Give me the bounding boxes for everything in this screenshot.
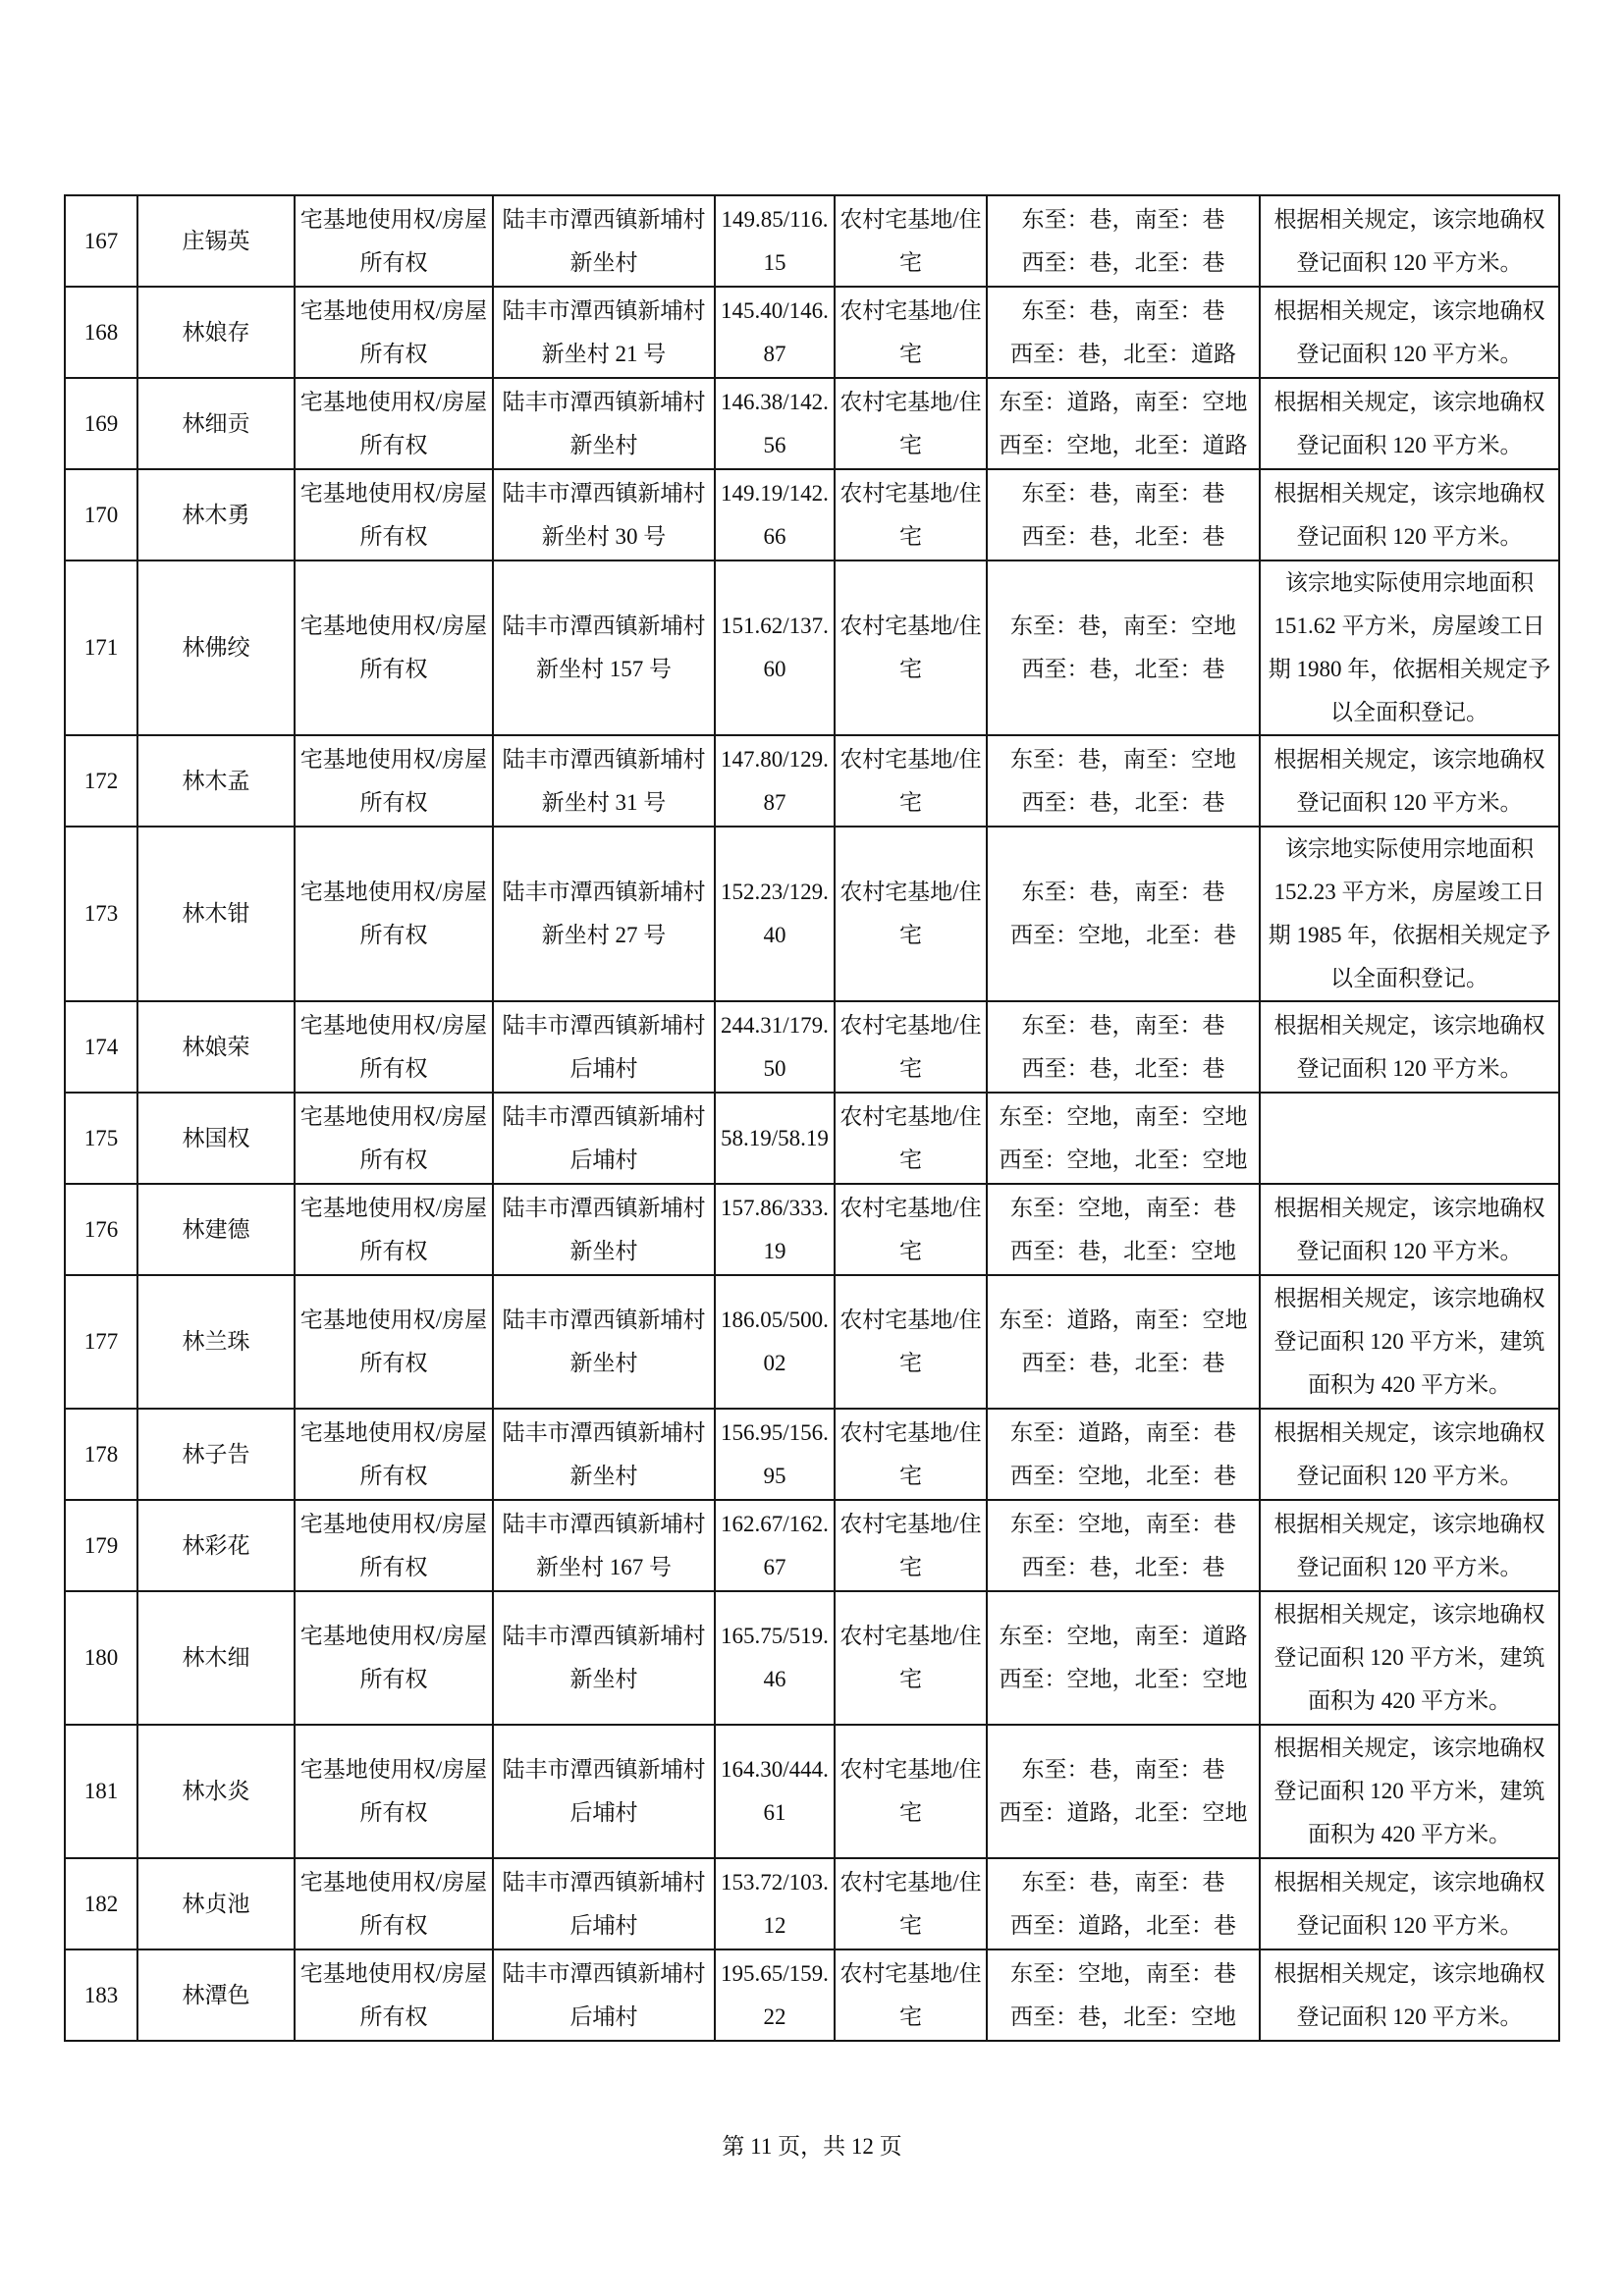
cell-location: 陆丰市潭西镇新埔村新坐村 21 号 <box>493 287 715 378</box>
cell-no: 179 <box>65 1500 137 1591</box>
cell-bounds <box>987 469 1260 561</box>
boundary-line: 西至：巷，北至：巷 <box>1021 1351 1225 1375</box>
boundary-line: 东至：巷，南至：空地 <box>1010 746 1236 772</box>
boundary-line: 西至：空地，北至：道路 <box>999 432 1248 457</box>
cell-location: 陆丰市潭西镇新埔村后埔村 <box>493 1093 715 1184</box>
cell-bounds <box>987 195 1260 287</box>
cell-location: 陆丰市潭西镇新埔村后埔村 <box>493 1858 715 1949</box>
cell-area: 149.85/116.15 <box>715 195 835 287</box>
boundary-line: 东至：巷，南至：巷 <box>1021 880 1225 904</box>
cell-right: 宅基地使用权/房屋所有权 <box>295 195 493 287</box>
cell-location: 陆丰市潭西镇新埔村新坐村 <box>493 195 715 287</box>
page-number: 第 11 页，共 12 页 <box>722 2134 902 2159</box>
table-row <box>65 469 1559 561</box>
boundary-line: 西至：空地，北至：巷 <box>1010 1463 1236 1488</box>
cell-remark: 根据相关规定，该宗地确权登记面积 120 平方米，建筑面积为 420 平方米。 <box>1260 1725 1559 1858</box>
cell-right: 宅基地使用权/房屋所有权 <box>295 378 493 469</box>
cell-right: 宅基地使用权/房屋所有权 <box>295 1184 493 1275</box>
table-row <box>65 1409 1559 1500</box>
table-row <box>65 561 1559 735</box>
cell-area: 165.75/519.46 <box>715 1591 835 1725</box>
boundary-line: 西至：空地，北至：空地 <box>999 1147 1248 1172</box>
boundary-line: 西至：空地，北至：巷 <box>1010 923 1236 947</box>
cell-area: 151.62/137.60 <box>715 561 835 735</box>
cell-location: 陆丰市潭西镇新埔村新坐村 <box>493 1591 715 1725</box>
table-row <box>65 1275 1559 1409</box>
boundary-line: 东至：空地，南至：道路 <box>999 1624 1248 1648</box>
table-row <box>65 1184 1559 1275</box>
boundary-line: 东至：巷，南至：空地 <box>1010 614 1236 638</box>
table-row <box>65 378 1559 469</box>
boundary-line: 西至：空地，北至：空地 <box>999 1667 1248 1691</box>
cell-area: 152.23/129.40 <box>715 827 835 1001</box>
cell-right: 宅基地使用权/房屋所有权 <box>295 1949 493 2041</box>
boundary-line: 东至：巷，南至：巷 <box>1021 1757 1225 1782</box>
cell-bounds <box>987 1093 1260 1184</box>
cell-no: 176 <box>65 1184 137 1275</box>
cell-right: 宅基地使用权/房屋所有权 <box>295 469 493 561</box>
table-row <box>65 195 1559 287</box>
table-row <box>65 1858 1559 1949</box>
cell-name: 林彩花 <box>137 1500 295 1591</box>
table-row <box>65 735 1559 827</box>
cell-name: 林建德 <box>137 1184 295 1275</box>
cell-remark <box>1260 1093 1559 1184</box>
cell-area: 157.86/333.19 <box>715 1184 835 1275</box>
boundary-line: 东至：巷，南至：巷 <box>1021 480 1225 506</box>
boundary-line: 西至：巷，北至：巷 <box>1021 1554 1225 1579</box>
cell-location: 陆丰市潭西镇新埔村新坐村 27 号 <box>493 827 715 1001</box>
cell-name: 林兰珠 <box>137 1275 295 1409</box>
cell-remark: 该宗地实际使用宗地面积 152.23 平方米，房屋竣工日期 1985 年，依据相关规定予以全面积登记。 <box>1260 827 1559 1001</box>
cell-name: 林娘存 <box>137 287 295 378</box>
cell-remark: 根据相关规定，该宗地确权登记面积 120 平方米，建筑面积为 420 平方米。 <box>1260 1275 1559 1409</box>
cell-use: 农村宅基地/住宅 <box>835 469 987 561</box>
cell-name: 庄锡英 <box>137 195 295 287</box>
boundary-line: 东至：道路，南至：巷 <box>1010 1419 1236 1445</box>
boundary-line: 西至：巷，北至：巷 <box>1021 523 1225 549</box>
boundary-line: 东至：空地，南至：巷 <box>1010 1511 1236 1536</box>
cell-remark: 根据相关规定，该宗地确权登记面积 120 平方米。 <box>1260 1500 1559 1591</box>
boundary-line: 西至：巷，北至：巷 <box>1021 249 1225 275</box>
cell-right: 宅基地使用权/房屋所有权 <box>295 1275 493 1409</box>
cell-no: 169 <box>65 378 137 469</box>
boundary-line: 西至：巷，北至：空地 <box>1010 2003 1236 2029</box>
cell-name: 林木孟 <box>137 735 295 827</box>
cell-location: 陆丰市潭西镇新埔村后埔村 <box>493 1949 715 2041</box>
cell-area: 58.19/58.19 <box>715 1093 835 1184</box>
cell-remark: 根据相关规定，该宗地确权登记面积 120 平方米。 <box>1260 1409 1559 1500</box>
table-row <box>65 1949 1559 2041</box>
cell-no: 167 <box>65 195 137 287</box>
cell-area: 145.40/146.87 <box>715 287 835 378</box>
cell-right: 宅基地使用权/房屋所有权 <box>295 561 493 735</box>
cell-location: 陆丰市潭西镇新埔村后埔村 <box>493 1725 715 1858</box>
boundary-line: 西至：巷，北至：巷 <box>1021 657 1225 681</box>
cell-no: 182 <box>65 1858 137 1949</box>
cell-area: 146.38/142.56 <box>715 378 835 469</box>
cell-right: 宅基地使用权/房屋所有权 <box>295 827 493 1001</box>
cell-name: 林子告 <box>137 1409 295 1500</box>
boundary-line: 西至：道路，北至：巷 <box>1010 1912 1236 1938</box>
cell-no: 172 <box>65 735 137 827</box>
cell-use: 农村宅基地/住宅 <box>835 287 987 378</box>
boundary-line: 东至：道路，南至：空地 <box>999 1308 1248 1332</box>
cell-bounds <box>987 735 1260 827</box>
cell-location: 陆丰市潭西镇新埔村新坐村 157 号 <box>493 561 715 735</box>
cell-remark: 根据相关规定，该宗地确权登记面积 120 平方米。 <box>1260 378 1559 469</box>
cell-no: 175 <box>65 1093 137 1184</box>
boundary-line: 西至：巷，北至：巷 <box>1021 789 1225 815</box>
cell-bounds <box>987 827 1260 1001</box>
cell-location: 陆丰市潭西镇新埔村新坐村 <box>493 1275 715 1409</box>
table-row <box>65 827 1559 1001</box>
cell-use: 农村宅基地/住宅 <box>835 1184 987 1275</box>
cell-remark: 根据相关规定，该宗地确权登记面积 120 平方米。 <box>1260 469 1559 561</box>
cell-remark: 根据相关规定，该宗地确权登记面积 120 平方米。 <box>1260 1184 1559 1275</box>
cell-area: 244.31/179.50 <box>715 1001 835 1093</box>
cell-no: 173 <box>65 827 137 1001</box>
cell-bounds <box>987 1001 1260 1093</box>
cell-use: 农村宅基地/住宅 <box>835 195 987 287</box>
cell-right: 宅基地使用权/房屋所有权 <box>295 1500 493 1591</box>
boundary-line: 西至：巷，北至：道路 <box>1010 341 1236 366</box>
cell-location: 陆丰市潭西镇新埔村新坐村 167 号 <box>493 1500 715 1591</box>
cell-bounds <box>987 1275 1260 1409</box>
cell-bounds <box>987 1725 1260 1858</box>
cell-right: 宅基地使用权/房屋所有权 <box>295 1093 493 1184</box>
cell-location: 陆丰市潭西镇新埔村新坐村 <box>493 1184 715 1275</box>
cell-name: 林木勇 <box>137 469 295 561</box>
cell-name: 林水炎 <box>137 1725 295 1858</box>
cell-right: 宅基地使用权/房屋所有权 <box>295 287 493 378</box>
cell-right: 宅基地使用权/房屋所有权 <box>295 1409 493 1500</box>
boundary-line: 东至：道路，南至：空地 <box>999 389 1248 414</box>
cell-no: 174 <box>65 1001 137 1093</box>
cell-remark: 根据相关规定，该宗地确权登记面积 120 平方米。 <box>1260 735 1559 827</box>
cell-name: 林国权 <box>137 1093 295 1184</box>
cell-use: 农村宅基地/住宅 <box>835 1725 987 1858</box>
table-row <box>65 1725 1559 1858</box>
boundary-line: 东至：空地，南至：空地 <box>999 1103 1248 1129</box>
boundary-line: 东至：空地，南至：巷 <box>1010 1960 1236 1986</box>
cell-remark: 根据相关规定，该宗地确权登记面积 120 平方米。 <box>1260 1001 1559 1093</box>
cell-location: 陆丰市潭西镇新埔村新坐村 30 号 <box>493 469 715 561</box>
cell-use: 农村宅基地/住宅 <box>835 1409 987 1500</box>
cell-use: 农村宅基地/住宅 <box>835 735 987 827</box>
cell-right: 宅基地使用权/房屋所有权 <box>295 735 493 827</box>
cell-no: 183 <box>65 1949 137 2041</box>
boundary-line: 东至：巷，南至：巷 <box>1021 1012 1225 1038</box>
cell-bounds <box>987 287 1260 378</box>
cell-bounds <box>987 1858 1260 1949</box>
table-row <box>65 287 1559 378</box>
cell-area: 195.65/159.22 <box>715 1949 835 2041</box>
boundary-line: 东至：巷，南至：巷 <box>1021 206 1225 232</box>
cell-no: 177 <box>65 1275 137 1409</box>
cell-use: 农村宅基地/住宅 <box>835 1858 987 1949</box>
cell-area: 153.72/103.12 <box>715 1858 835 1949</box>
cell-use: 农村宅基地/住宅 <box>835 1093 987 1184</box>
cell-use: 农村宅基地/住宅 <box>835 561 987 735</box>
cell-use: 农村宅基地/住宅 <box>835 1500 987 1591</box>
cell-area: 162.67/162.67 <box>715 1500 835 1591</box>
table-row <box>65 1591 1559 1725</box>
cell-location: 陆丰市潭西镇新埔村新坐村 <box>493 378 715 469</box>
table-row <box>65 1093 1559 1184</box>
cell-use: 农村宅基地/住宅 <box>835 1591 987 1725</box>
cell-name: 林潭色 <box>137 1949 295 2041</box>
cell-name: 林木细 <box>137 1591 295 1725</box>
cell-remark: 根据相关规定，该宗地确权登记面积 120 平方米。 <box>1260 1858 1559 1949</box>
cell-right: 宅基地使用权/房屋所有权 <box>295 1591 493 1725</box>
cell-right: 宅基地使用权/房屋所有权 <box>295 1725 493 1858</box>
cell-bounds <box>987 1949 1260 2041</box>
cell-bounds <box>987 378 1260 469</box>
cell-area: 149.19/142.66 <box>715 469 835 561</box>
cell-use: 农村宅基地/住宅 <box>835 378 987 469</box>
cell-right: 宅基地使用权/房屋所有权 <box>295 1001 493 1093</box>
table-row <box>65 1001 1559 1093</box>
cell-no: 168 <box>65 287 137 378</box>
cell-use: 农村宅基地/住宅 <box>835 1001 987 1093</box>
cell-right: 宅基地使用权/房屋所有权 <box>295 1858 493 1949</box>
cell-no: 178 <box>65 1409 137 1500</box>
cell-bounds <box>987 1184 1260 1275</box>
cell-location: 陆丰市潭西镇新埔村新坐村 31 号 <box>493 735 715 827</box>
cell-remark: 该宗地实际使用宗地面积 151.62 平方米，房屋竣工日期 1980 年，依据相关规定予以全面积登记。 <box>1260 561 1559 735</box>
land-registration-table <box>64 194 1560 2042</box>
cell-use: 农村宅基地/住宅 <box>835 1949 987 2041</box>
cell-area: 147.80/129.87 <box>715 735 835 827</box>
cell-remark: 根据相关规定，该宗地确权登记面积 120 平方米。 <box>1260 195 1559 287</box>
boundary-line: 西至：巷，北至：空地 <box>1010 1238 1236 1263</box>
cell-remark: 根据相关规定，该宗地确权登记面积 120 平方米，建筑面积为 420 平方米。 <box>1260 1591 1559 1725</box>
cell-area: 186.05/500.02 <box>715 1275 835 1409</box>
boundary-line: 东至：巷，南至：巷 <box>1021 1869 1225 1895</box>
cell-location: 陆丰市潭西镇新埔村后埔村 <box>493 1001 715 1093</box>
cell-location: 陆丰市潭西镇新埔村新坐村 <box>493 1409 715 1500</box>
cell-name: 林木钳 <box>137 827 295 1001</box>
cell-area: 156.95/156.95 <box>715 1409 835 1500</box>
cell-use: 农村宅基地/住宅 <box>835 1275 987 1409</box>
cell-name: 林细贡 <box>137 378 295 469</box>
cell-area: 164.30/444.61 <box>715 1725 835 1858</box>
table-row <box>65 1500 1559 1591</box>
boundary-line: 东至：巷，南至：巷 <box>1021 297 1225 323</box>
cell-no: 181 <box>65 1725 137 1858</box>
cell-no: 170 <box>65 469 137 561</box>
boundary-line: 西至：道路，北至：空地 <box>999 1800 1248 1825</box>
boundary-line: 西至：巷，北至：巷 <box>1021 1055 1225 1081</box>
cell-bounds <box>987 1500 1260 1591</box>
boundary-line: 东至：空地，南至：巷 <box>1010 1195 1236 1220</box>
cell-use: 农村宅基地/住宅 <box>835 827 987 1001</box>
cell-no: 171 <box>65 561 137 735</box>
cell-remark: 根据相关规定，该宗地确权登记面积 120 平方米。 <box>1260 287 1559 378</box>
cell-name: 林娘荣 <box>137 1001 295 1093</box>
cell-name: 林贞池 <box>137 1858 295 1949</box>
cell-no: 180 <box>65 1591 137 1725</box>
cell-bounds <box>987 1409 1260 1500</box>
cell-bounds <box>987 1591 1260 1725</box>
cell-remark: 根据相关规定，该宗地确权登记面积 120 平方米。 <box>1260 1949 1559 2041</box>
table-body <box>65 195 1559 2041</box>
cell-bounds <box>987 561 1260 735</box>
cell-name: 林佛绞 <box>137 561 295 735</box>
